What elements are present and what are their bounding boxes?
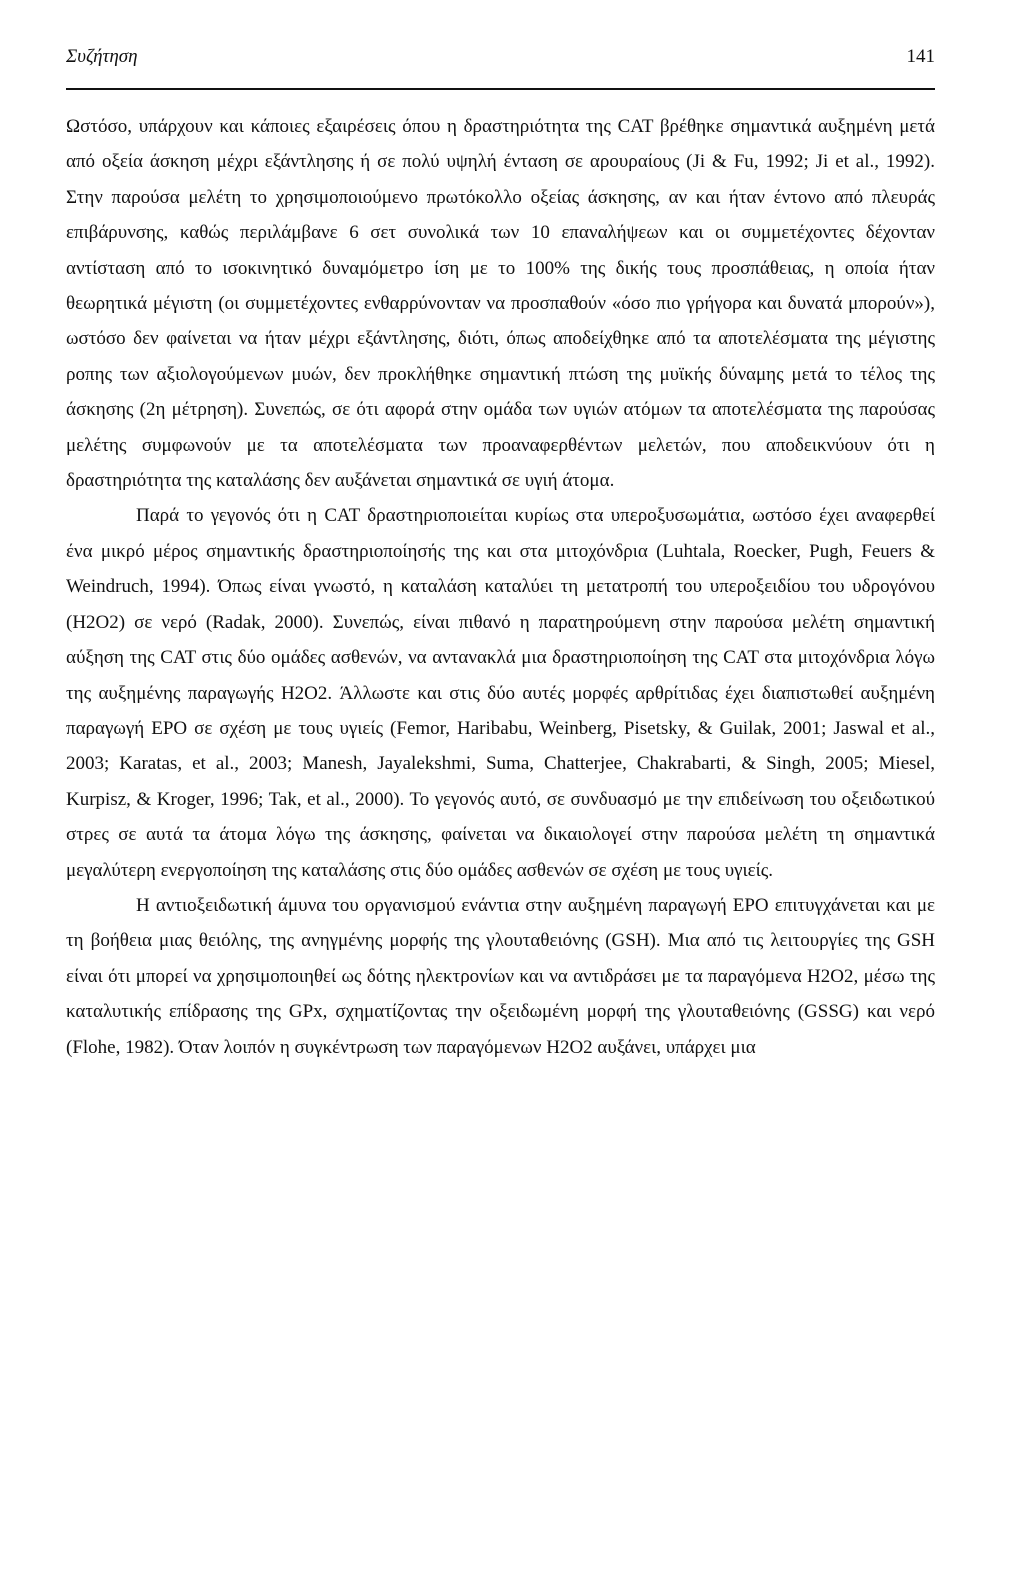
page-header	[66, 40, 935, 80]
page-number: 141	[906, 46, 935, 67]
running-head-title: Συζήτηση	[66, 46, 138, 67]
body-text	[66, 109, 935, 1065]
paragraph-3: Η αντιοξειδωτική άμυνα του οργανισμού ενάντια στην αυξημένη παραγωγή ΕΡΟ επιτυγχάνεται και με τη βοήθεια μιας θειόλης, της ανηγμένης μορφής της γλουταθειόνης (GSH). Μια από τις λειτουργίες της GSH είναι ότι μπορεί να χρησιμοποιηθεί ως δότης ηλεκτρονίων και να αντιδράσει με τα παραγόμενα H2O2, μέσω της καταλυτικής επίδρασης της GPx, σχηματίζοντας την οξειδωμένη μορφή της γλουταθειόνης (GSSG) και νερό (Flohe, 1982). Όταν λοιπόν η συγκέντρωση των παραγόμενων H2O2 αυξάνει, υπάρχει μια	[66, 894, 935, 1058]
paragraph-2: Παρά το γεγονός ότι η CAT δραστηριοποιείται κυρίως στα υπεροξυσωμάτια, ωστόσο έχει αναφερθεί ένα μικρό μέρος σημαντικής δραστηριοποίησής της και στα μιτοχόνδρια (Luhtala, Roecker, Pugh, Feuers & Weindruch, 1994). Όπως είναι γνωστό, η καταλάση καταλύει τη μετατροπή του υπεροξειδίου του υδρογόνου (H2O2) σε νερό (Radak, 2000). Συνεπώς, είναι πιθανό η παρατηρούμενη στην παρούσα μελέτη σημαντική αύξηση της CAT στις δύο ομάδες ασθενών, να αντανακλά μια δραστηριοποίηση της CAT στα μιτοχόνδρια λόγω της αυξημένης παραγωγής H2O2. Άλλωστε και στις δύο αυτές μορφές αρθρίτιδας έχει διαπιστωθεί αυξημένη παραγωγή ΕΡΟ σε σχέση με τους υγιείς (Femor, Haribabu, Weinberg, Pisetsky, & Guilak, 2001; Jaswal et al., 2003; Karatas, et al., 2003; Manesh, Jayalekshmi, Suma, Chatterjee, Chakrabarti, & Singh, 2005; Miesel, Kurpisz, & Kroger, 1996; Tak, et al., 2000). Το γεγονός αυτό, σε συνδυασμό με την επιδείνωση του οξειδωτικού στρες σε αυτά τα άτομα λόγω της άσκησης, φαίνεται να δικαιολογεί στην παρούσα μελέτη τη σημαντικά μεγαλύτερη ενεργοποίηση της καταλάσης στις δύο ομάδες ασθενών σε σχέση με τους υγιείς.	[66, 505, 935, 881]
header-divider	[66, 88, 935, 90]
paragraph-1: Ωστόσο, υπάρχουν και κάποιες εξαιρέσεις όπου η δραστηριότητα της CAT βρέθηκε σημαντικά αυξημένη μετά από οξεία άσκηση μέχρι εξάντλησης ή σε πολύ υψηλή ένταση σε αρουραίους (Ji & Fu, 1992; Ji et al., 1992). Στην παρούσα μελέτη το χρησιμοποιούμενο πρωτόκολλο οξείας άσκησης, αν και ήταν έντονο από πλευράς επιβάρυνσης, καθώς περιλάμβανε 6 σετ συνολικά των 10 επαναλήψεων και οι συμμετέχοντες δέχονταν αντίσταση από το ισοκινητικό δυναμόμετρο ίση με το 100% της δικής τους προσπάθειας, η οποία ήταν θεωρητικά μέγιστη (οι συμμετέχοντες ενθαρρύνονταν να προσπαθούν «όσο πιο γρήγορα και δυνατά μπορούν»), ωστόσο δεν φαίνεται να ήταν μέχρι εξάντλησης, διότι, όπως αποδείχθηκε από τα αποτελέσματα της μέγιστης ροπης των αξιολογούμενων μυών, δεν προκλήθηκε σημαντική πτώση της μυϊκής δύναμης μετά το τέλος της άσκησης (2η μέτρηση). Συνεπώς, σε ότι αφορά στην ομάδα των υγιών ατόμων τα αποτελέσματα της παρούσας μελέτης συμφωνούν με τα αποτελέσματα των προαναφερθέντων μελετών, που αποδεικνύουν ότι η δραστηριότητα της καταλάσης δεν αυξάνεται σημαντικά σε υγιή άτομα.	[66, 116, 935, 492]
